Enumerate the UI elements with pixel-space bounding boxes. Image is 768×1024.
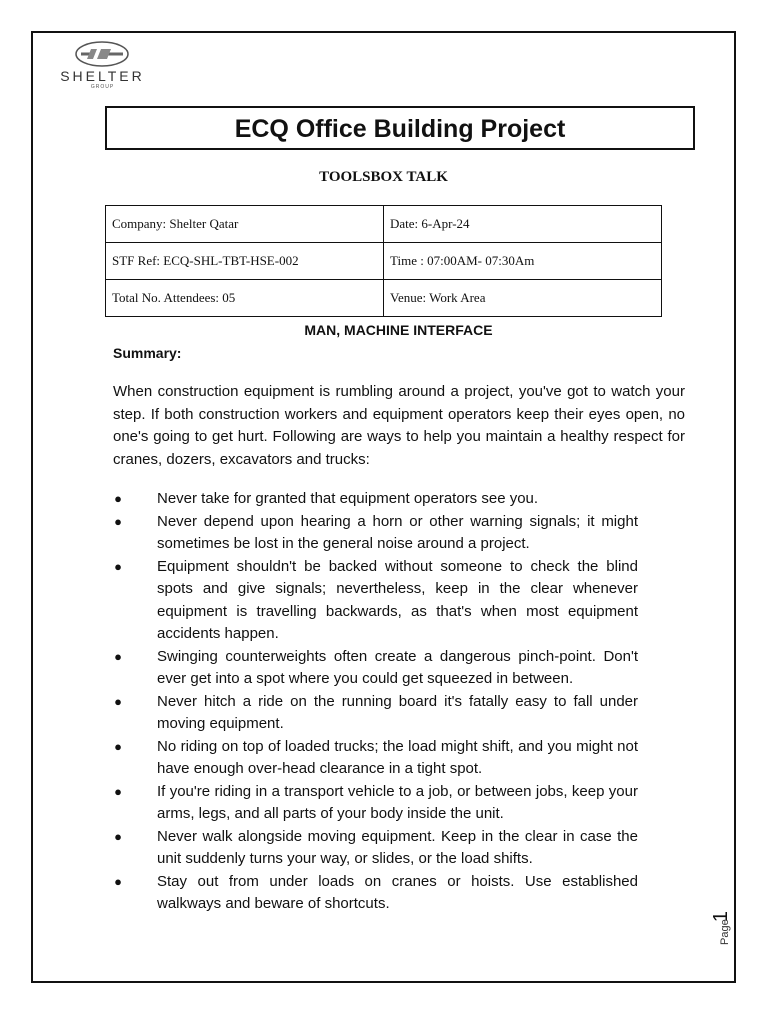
logo-sub-text: GROUP	[90, 84, 115, 90]
bullet-text: Never depend upon hearing a horn or other warning signals; it might sometimes be lost in the general noise around a project.	[157, 512, 638, 552]
list-item	[113, 488, 638, 511]
bullet-icon: ●	[114, 648, 122, 664]
bullet-icon: ●	[114, 693, 122, 709]
list-item	[113, 511, 638, 556]
bullet-icon: ●	[114, 828, 122, 844]
shelter-logo	[45, 40, 160, 92]
section-title: MAN, MACHINE INTERFACE	[304, 322, 493, 338]
list-item	[113, 646, 638, 691]
document-subtitle: TOOLSBOX TALK	[319, 169, 448, 185]
bullet-text: Swinging counterweights often create a dangerous pinch-point. Don't ever get into a spot where you could get squeezed in between.	[157, 647, 638, 687]
bullet-icon: ●	[114, 783, 122, 799]
logo-brand-text: SHELTER	[60, 68, 145, 84]
list-item	[113, 871, 638, 916]
page-number-value: 1	[710, 910, 733, 923]
summary-label: Summary:	[113, 345, 182, 361]
page-label: Page	[719, 919, 731, 945]
bullet-icon: ●	[114, 738, 122, 754]
bullet-icon: ●	[114, 491, 122, 506]
reference-cell: STF Ref: ECQ-SHL-TBT-HSE-002	[106, 243, 384, 280]
table-row	[106, 280, 662, 317]
bullet-text: Never walk alongside moving equipment. Keep in the clear in case the unit suddenly turns your way, or slides, or the load shifts.	[157, 827, 638, 867]
list-item	[113, 691, 638, 736]
info-table	[105, 205, 662, 317]
bullet-text: Equipment shouldn't be backed without someone to check the blind spots and give signals; nevertheless, keep in the clear whenever equipment is travelling backwards, as that's when most equipment accidents happen.	[157, 557, 638, 642]
table-row	[106, 243, 662, 280]
bullet-icon: ●	[114, 873, 122, 889]
intro-paragraph: When construction equipment is rumbling around a project, you've got to watch your step. If both construction workers and equipment operators keep their eyes open, no one's going to get hurt. Following are ways to help you maintain a healthy respect for cranes, dozers, excavators and trucks:	[113, 383, 685, 468]
bullet-text: Stay out from under loads on cranes or hoists. Use established walkways and beware of shortcuts.	[157, 872, 638, 912]
bullet-text: Never take for granted that equipment operators see you.	[157, 490, 539, 507]
time-cell: Time : 07:00AM- 07:30Am	[384, 243, 662, 280]
bullet-text: Never hitch a ride on the running board it's fatally easy to fall under moving equipment.	[157, 692, 638, 732]
project-title: ECQ Office Building Project	[234, 115, 566, 143]
list-item	[113, 781, 638, 826]
bullet-icon: ●	[114, 513, 122, 529]
page-number	[705, 905, 745, 955]
company-cell: Company: Shelter Qatar	[106, 206, 384, 243]
list-item	[113, 556, 638, 646]
project-title-box	[105, 106, 695, 150]
date-cell: Date: 6-Apr-24	[384, 206, 662, 243]
list-item	[113, 736, 638, 781]
list-item	[113, 826, 638, 871]
bullet-text: No riding on top of loaded trucks; the load might shift, and you might not have enough over-head clearance in a tight spot.	[157, 737, 638, 777]
table-row	[106, 206, 662, 243]
logo-mark-icon	[45, 40, 160, 70]
venue-cell: Venue: Work Area	[384, 280, 662, 317]
bullet-text: If you're riding in a transport vehicle to a job, or between jobs, keep your arms, legs, and all parts of your body inside the unit.	[157, 782, 638, 822]
attendees-cell: Total No. Attendees: 05	[106, 280, 384, 317]
safety-bullet-list	[113, 488, 638, 916]
bullet-icon: ●	[114, 558, 122, 574]
